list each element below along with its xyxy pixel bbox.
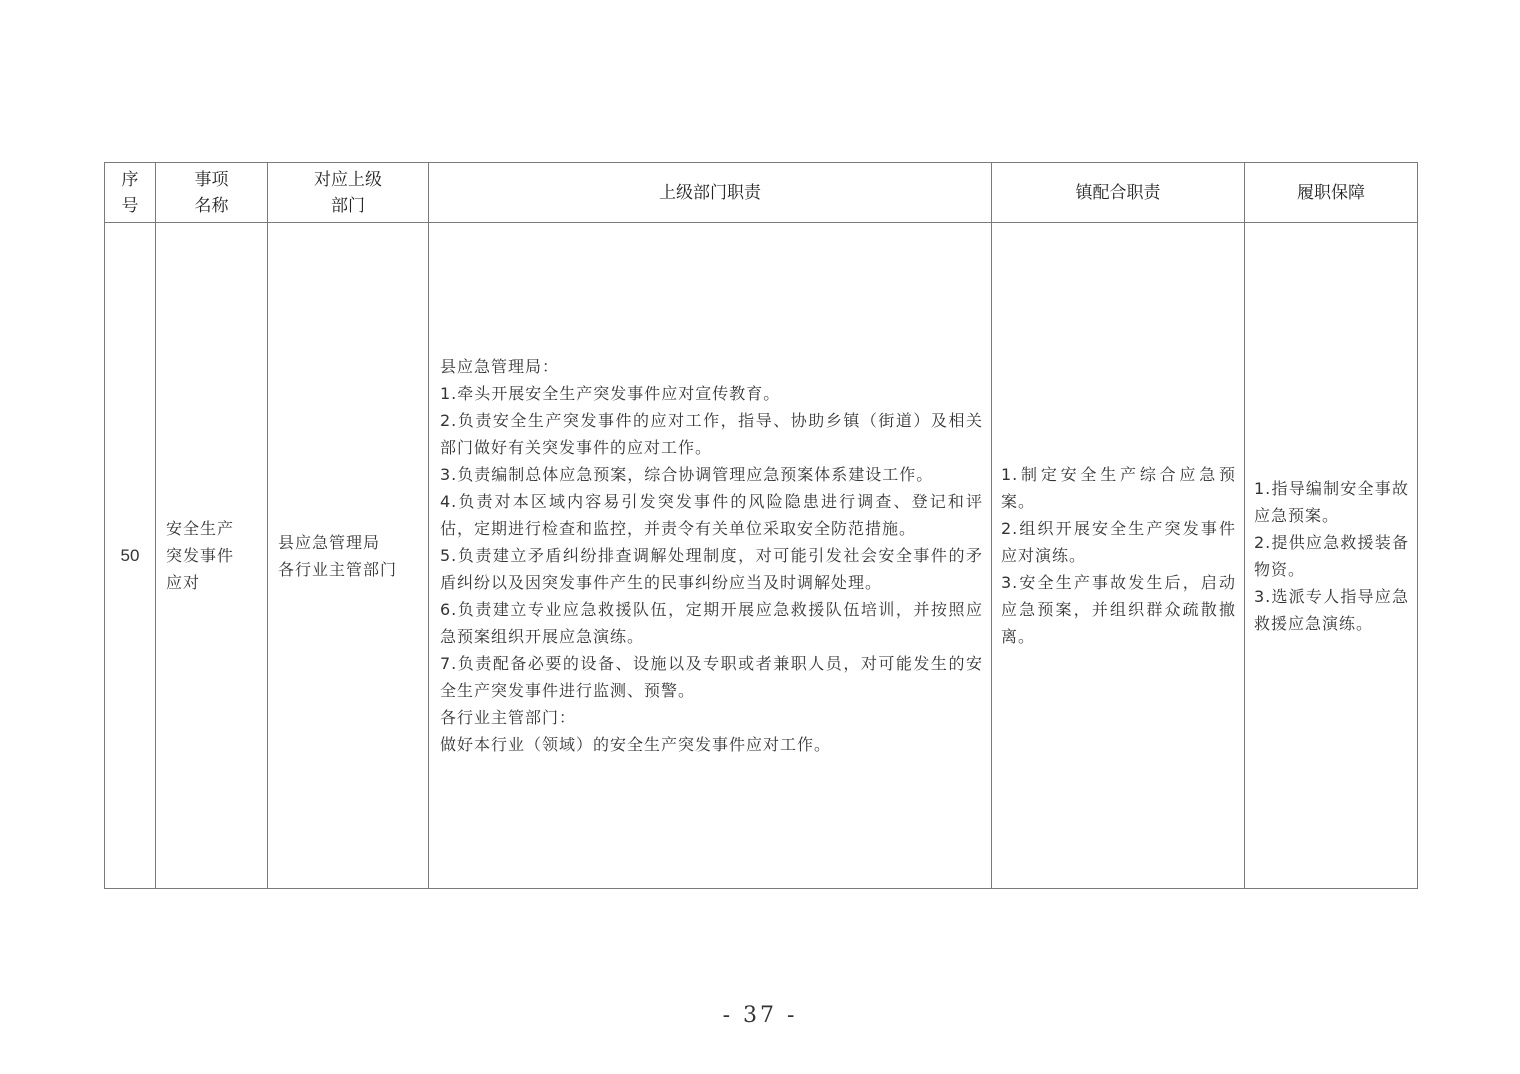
header-town-duty: 镇配合职责 bbox=[992, 163, 1245, 223]
town-duty-line: 2.组织开展安全生产突发事件应对演练。 bbox=[1001, 519, 1236, 565]
row-guarantee bbox=[1245, 223, 1418, 889]
duty-table bbox=[104, 162, 1418, 889]
header-guarantee: 履职保障 bbox=[1245, 163, 1418, 223]
duty-line: 4.负责对本区域内容易引发突发事件的风险隐患进行调查、登记和评估，定期进行检查和监控，并责令有关单位采取安全防范措施。 bbox=[440, 492, 983, 538]
header-superior-dept: 对应上级 部门 bbox=[268, 163, 429, 223]
duty-line: 1.牵头开展安全生产突发事件应对宣传教育。 bbox=[440, 384, 781, 403]
header-row bbox=[105, 163, 1418, 223]
header-no: 序 号 bbox=[105, 163, 156, 223]
town-duty-line: 3.安全生产事故发生后，启动应急预案，并组织群众疏散撤离。 bbox=[1001, 573, 1236, 646]
page-number: - 37 - bbox=[722, 1003, 798, 1028]
header-item-name: 事项 名称 bbox=[156, 163, 268, 223]
duty-line: 县应急管理局： bbox=[440, 357, 560, 376]
row-superior-duty bbox=[429, 223, 992, 889]
row-item-name: 安全生产 突发事件 应对 bbox=[156, 223, 268, 889]
duty-line: 3.负责编制总体应急预案，综合协调管理应急预案体系建设工作。 bbox=[440, 465, 934, 484]
duty-line: 6.负责建立专业应急救援队伍，定期开展应急救援队伍培训，并按照应急预案组织开展应急演练。 bbox=[440, 600, 983, 646]
row-superior-dept: 县应急管理局 各行业主管部门 bbox=[268, 223, 429, 889]
guarantee-line: 1.指导编制安全事故应急预案。 bbox=[1254, 478, 1409, 525]
table-row bbox=[105, 223, 1418, 889]
guarantee-line: 2.提供应急救援装备物资。 bbox=[1254, 532, 1409, 579]
header-superior-duty: 上级部门职责 bbox=[429, 163, 992, 223]
duty-line: 做好本行业（领域）的安全生产突发事件应对工作。 bbox=[440, 735, 832, 754]
duty-line: 7.负责配备必要的设备、设施以及专职或者兼职人员，对可能发生的安全生产突发事件进行监测、预警。 bbox=[440, 654, 983, 700]
town-duty-line: 1.制定安全生产综合应急预案。 bbox=[1001, 465, 1236, 511]
row-town-duty bbox=[992, 223, 1245, 889]
duty-line: 各行业主管部门： bbox=[440, 708, 577, 727]
duty-line: 2.负责安全生产突发事件的应对工作，指导、协助乡镇（街道）及相关部门做好有关突发事件的应对工作。 bbox=[440, 411, 983, 457]
guarantee-line: 3.选派专人指导应急救援应急演练。 bbox=[1254, 586, 1409, 633]
row-no: 50 bbox=[105, 223, 156, 889]
duty-line: 5.负责建立矛盾纠纷排查调解处理制度，对可能引发社会安全事件的矛盾纠纷以及因突发事件产生的民事纠纷应当及时调解处理。 bbox=[440, 546, 983, 592]
